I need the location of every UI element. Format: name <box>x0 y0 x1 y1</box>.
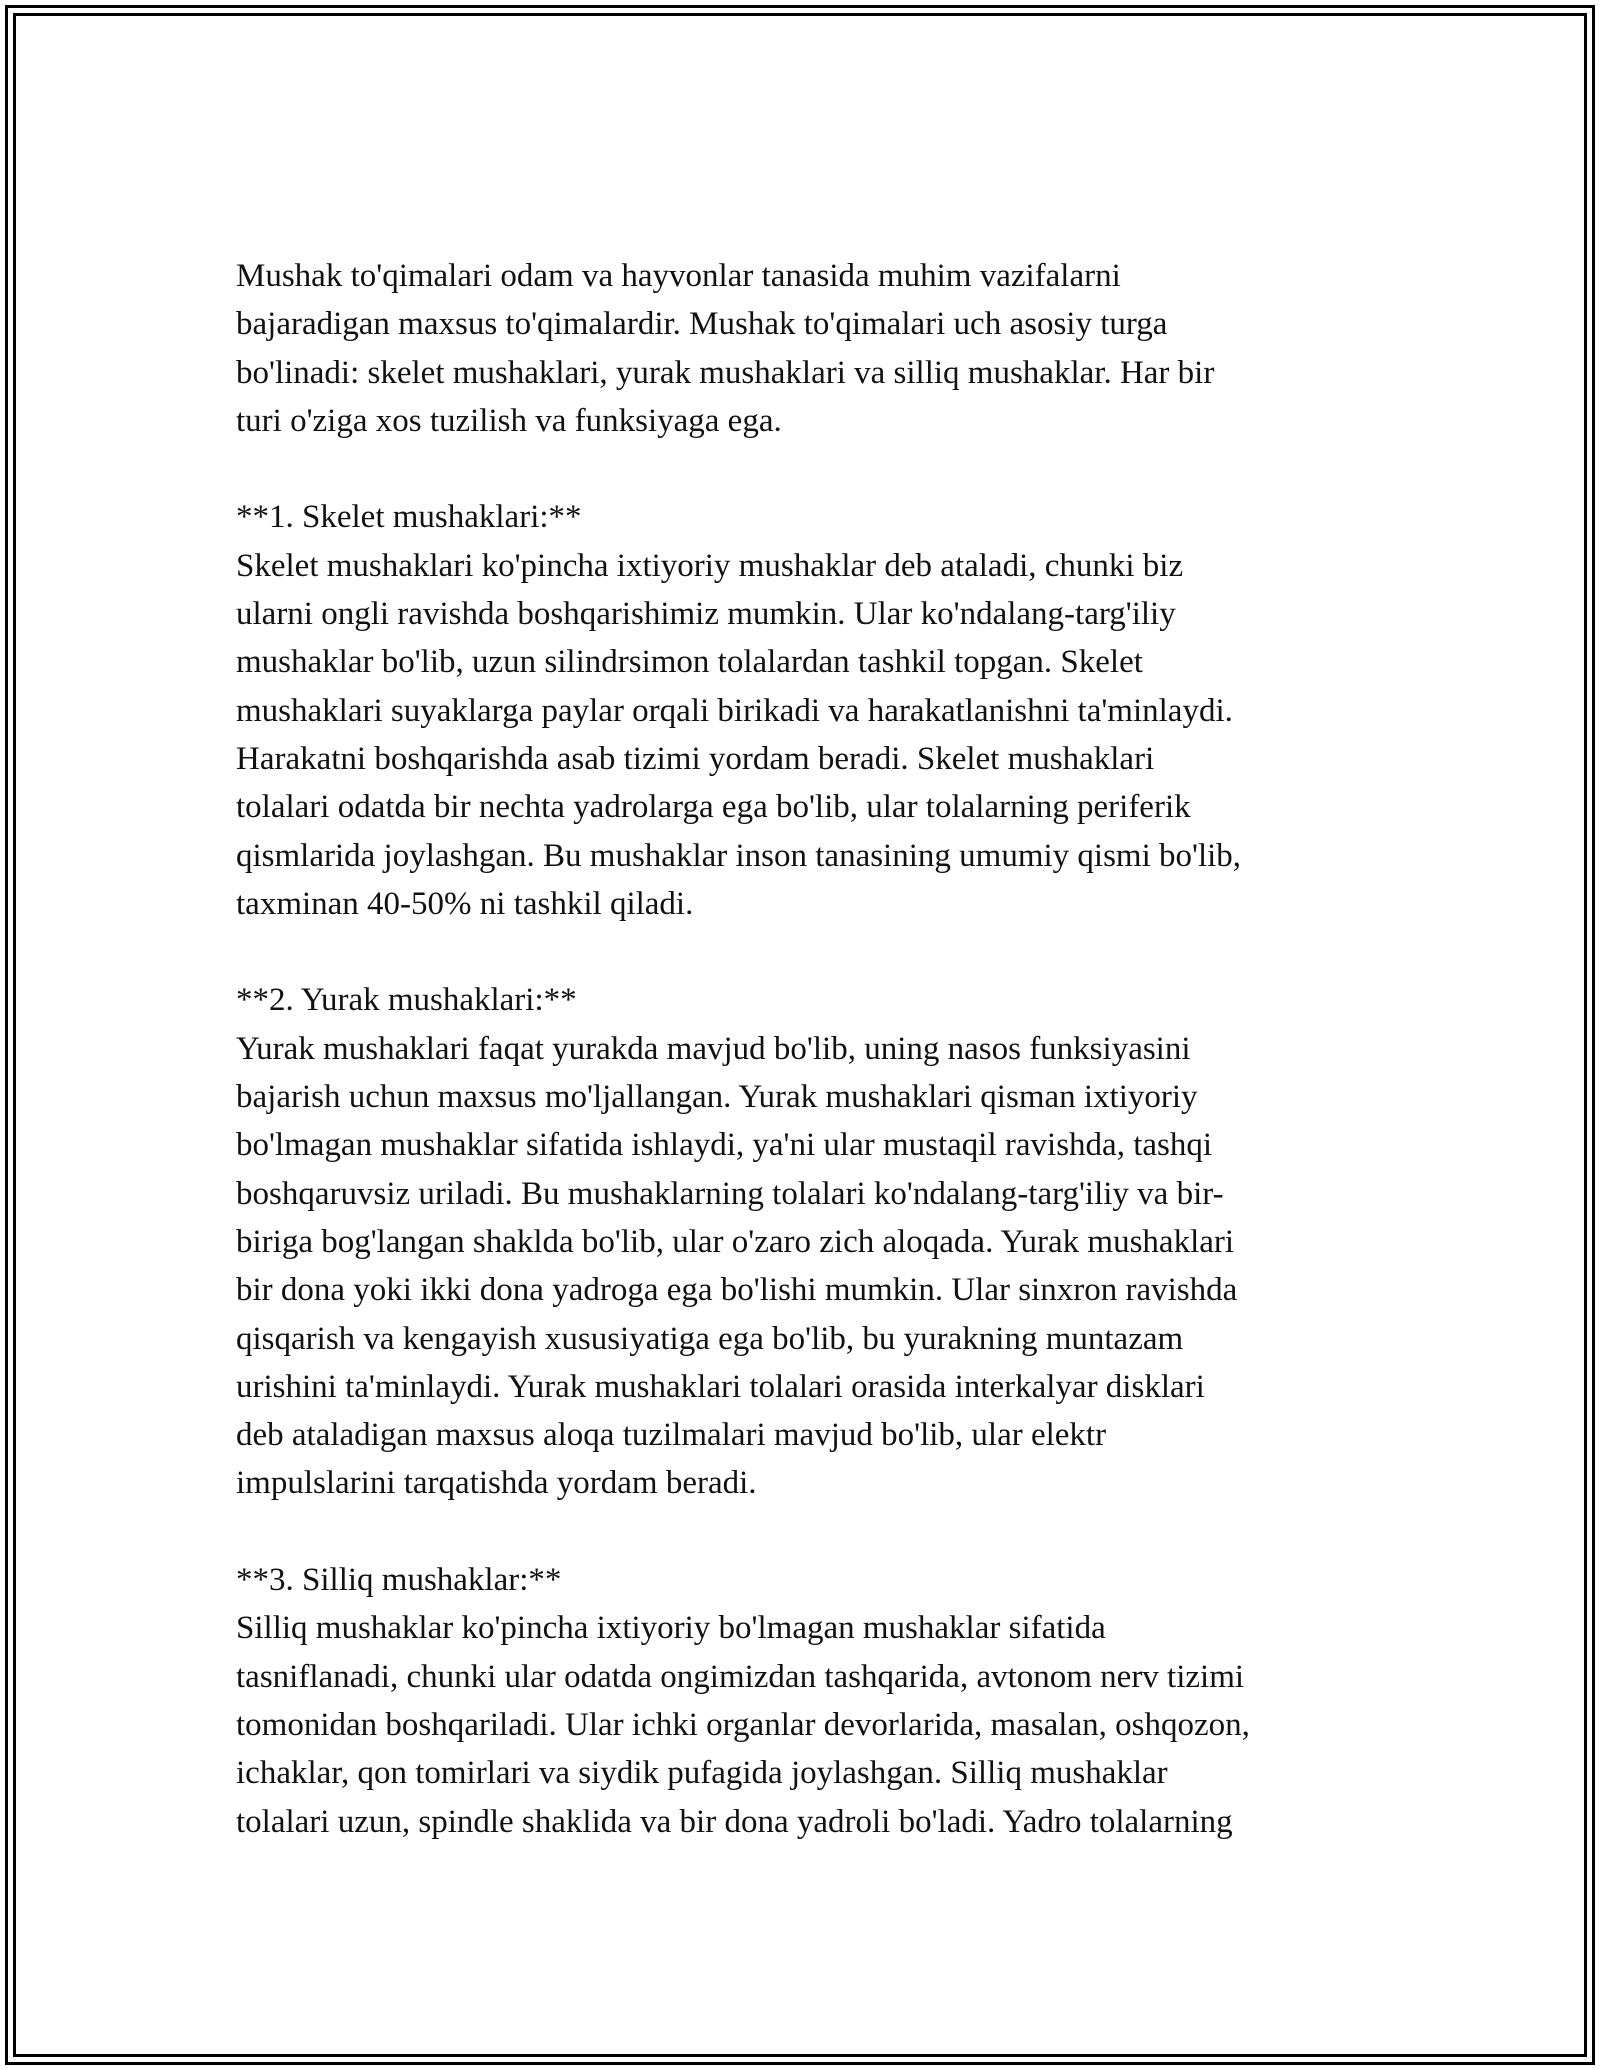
paragraph-spacer <box>236 445 1376 493</box>
section-heading-cardiac: **2. Yurak mushaklari:** <box>236 982 577 1019</box>
section-body-cardiac: Yurak mushaklari faqat yurakda mavjud bo'lib, uning nasos funksiyasini bajarish uchun maxsus mo'ljallangan. Yurak mushaklari qisman ixtiyoriy bo'lmagan mushaklar sifatida ishlaydi, ya'ni ular mustaqil ravishda, tashqi boshqaruvsiz uriladi. Bu mushaklarning tolalari ko'ndalang-targ'iliy va bir- biriga bog'langan shaklda bo'lib, ular o'zaro zich aloqada. Yurak mushaklari bir dona yoki ikki dona yadroga ega bo'lishi mumkin. Ular sinxron ravishda qisqarish va kengayish xususiyatiga ega bo'lib, bu yurakning muntazam urishini ta'minlaydi. Yurak mushaklari tolalari orasida interkalyar disklari deb ataladigan maxsus aloqa tuzilmalari mavjud bo'lib, ular elektr impulslarini tarqatishda yordam beradi. <box>236 1030 1238 1502</box>
section-heading-skeletal: **1. Skelet mushaklari:** <box>236 499 582 536</box>
section-body-skeletal: Skelet mushaklari ko'pincha ixtiyoriy mushaklar deb ataladi, chunki biz ularni ongli ravishda boshqarishimiz mumkin. Ular ko'ndalang-targ'iliy mushaklar bo'lib, uzun silindrsimon tolalardan tashkil topgan. Skelet mushaklari suyaklarga paylar orqali birikadi va harakatlanishni ta'minlaydi. Harakatni boshqarishda asab tizimi yordam beradi. Skelet mushaklari tolalari odatda bir nechta yadrolarga ega bo'lib, ular tolalarning periferik qismlarida joylashgan. Bu mushaklar inson tanasining umumiy qismi bo'lib, taxminan 40-50% ni tashkil qiladi. <box>236 547 1242 922</box>
section-heading-smooth: **3. Silliq mushaklar:** <box>236 1562 562 1599</box>
paragraph-spacer <box>236 928 1376 976</box>
document-body <box>236 252 1376 1846</box>
section-body-smooth: Silliq mushaklar ko'pincha ixtiyoriy bo'lmagan mushaklar sifatida tasniflanadi, chunki ular odatda ongimizdan tashqarida, avtonom nerv tizimi tomonidan boshqariladi. Ular ichki organlar devorlarida, masalan, oshqozon, ichaklar, qon tomirlari va siydik pufagida joylashgan. Silliq mushaklar tolalari uzun, spindle shaklida va bir dona yadroli bo'ladi. Yadro tolalarning <box>236 1610 1250 1840</box>
intro-paragraph: Mushak to'qimalari odam va hayvonlar tanasida muhim vazifalarni bajaradigan maxsus to'qimalardir. Mushak to'qimalari uch asosiy turga bo'linadi: skelet mushaklari, yurak mushaklari va silliq mushaklar. Har bir turi o'ziga xos tuzilish va funksiyaga ega. <box>236 258 1215 439</box>
paragraph-spacer <box>236 1508 1376 1556</box>
